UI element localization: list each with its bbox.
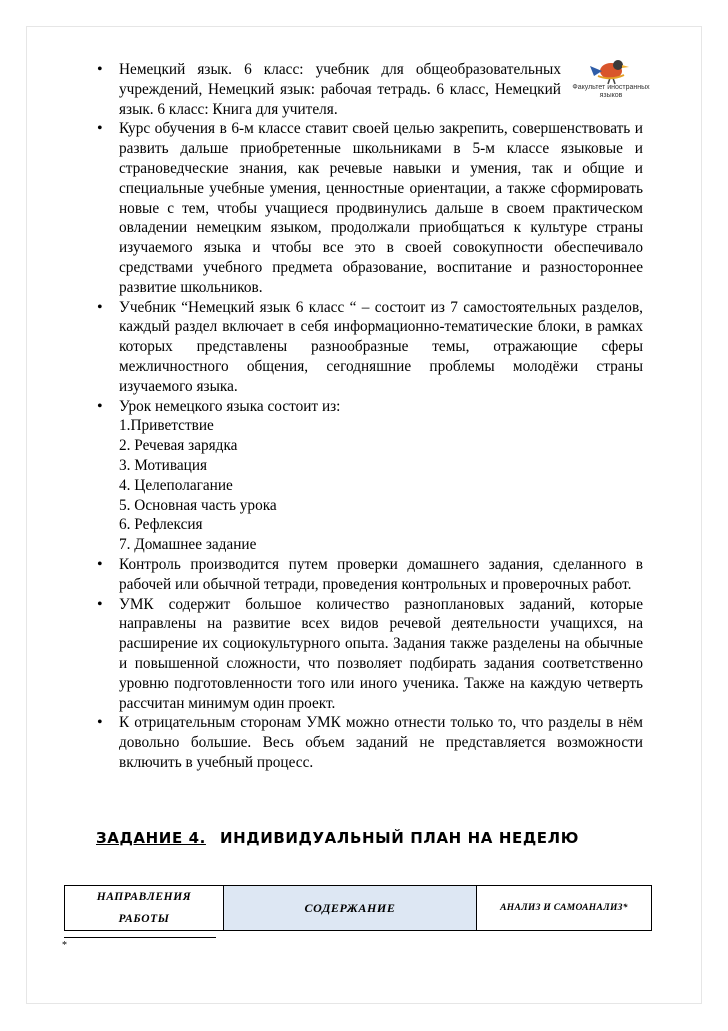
- lesson-step: 6. Рефлексия: [119, 516, 203, 534]
- header-analysis: АНАЛИЗ И САМОАНАЛИЗ*: [477, 886, 652, 931]
- bullet-list: [95, 60, 643, 773]
- task-title: ИНДИВИДУАЛЬНЫЙ ПЛАН НА НЕДЕЛЮ: [219, 829, 579, 847]
- item-text: • Немецкий язык. 6 класс: учебник для общеобразовательных учреждений, Немецкий язык: рабочая тетрадь. 6 класс, Немецкий язык. 6 класс: Книга для учителя.: [119, 61, 561, 118]
- header-directions-line2: РАБОТЫ: [118, 913, 170, 925]
- footnote-separator: [64, 937, 216, 938]
- list-item: • УМК содержит большое количество разноплановых заданий, которые направлены на развитие всех видов речевой деятельности учащихся, на расширение их социокультурного опыта. Задания также разделены на обычные и повышенной сложности, что позволяет подбирать задания соответственно уровню подготовленности того или иного ученика. Также на каждую четверть рассчитан минимум один проект.: [95, 595, 643, 714]
- task-heading: [96, 829, 579, 847]
- footnote-mark: *: [62, 940, 67, 951]
- list-item: [95, 397, 643, 555]
- header-content: СОДЕРЖАНИЕ: [224, 886, 477, 931]
- list-item: [95, 60, 643, 119]
- list-item: • Контроль производится путем проверки домашнего задания, сделанного в рабочей или обычной тетради, проведения контрольных и проверочных работ.: [95, 555, 643, 595]
- lesson-step: 1.Приветствие: [119, 417, 214, 435]
- logo-caption: Факультет иностранных языков: [572, 84, 650, 99]
- weekly-plan-table: [64, 885, 652, 931]
- header-directions-line1: НАПРАВЛЕНИЯ: [96, 891, 192, 903]
- lesson-step: 7. Домашнее задание: [119, 536, 257, 554]
- lesson-step: 3. Мотивация: [119, 456, 208, 474]
- list-item: • Курс обучения в 6-м классе ставит своей целью закрепить, совершенствовать и развить дальше приобретенные школьниками в 5-м классе языковые и страноведческие знания, как речевые навыки и умения, так и общие и специальные учебные умения, ценностные ориентации, а также сформировать новые с тем, чтобы учащиеся продвинулись дальше в своем практическом овладении немецким языком, продолжали приобщаться к культуре страны изучаемого языка и чтобы все это в своей совокупности обеспечивало средствами учебного предмета образование, воспитание и разностороннее развитие школьников.: [95, 119, 643, 297]
- table-header-row: [65, 886, 652, 931]
- task-label: ЗАДАНИЕ 4.: [96, 829, 206, 847]
- lesson-step: 5. Основная часть урока: [119, 496, 277, 514]
- header-directions: [65, 886, 224, 931]
- list-item: • К отрицательным сторонам УМК можно отнести только то, что разделы в нём довольно большие. Весь объем заданий не представляется возможности включить в учебный процесс.: [95, 713, 643, 772]
- list-item: • Учебник “Немецкий язык 6 класс “ – состоит из 7 самостоятельных разделов, каждый раздел включает в себя информационно-тематические блоки, в рамках которых представлены разнообразные темы, отражающие сферы межличностного общения, сегодняшние проблемы молодёжи страны изучаемого языка.: [95, 298, 643, 397]
- lesson-step: 4. Целеполагание: [119, 476, 233, 494]
- lesson-step: 2. Речевая зарядка: [119, 437, 238, 455]
- item-text: • Урок немецкого языка состоит из:: [119, 397, 341, 415]
